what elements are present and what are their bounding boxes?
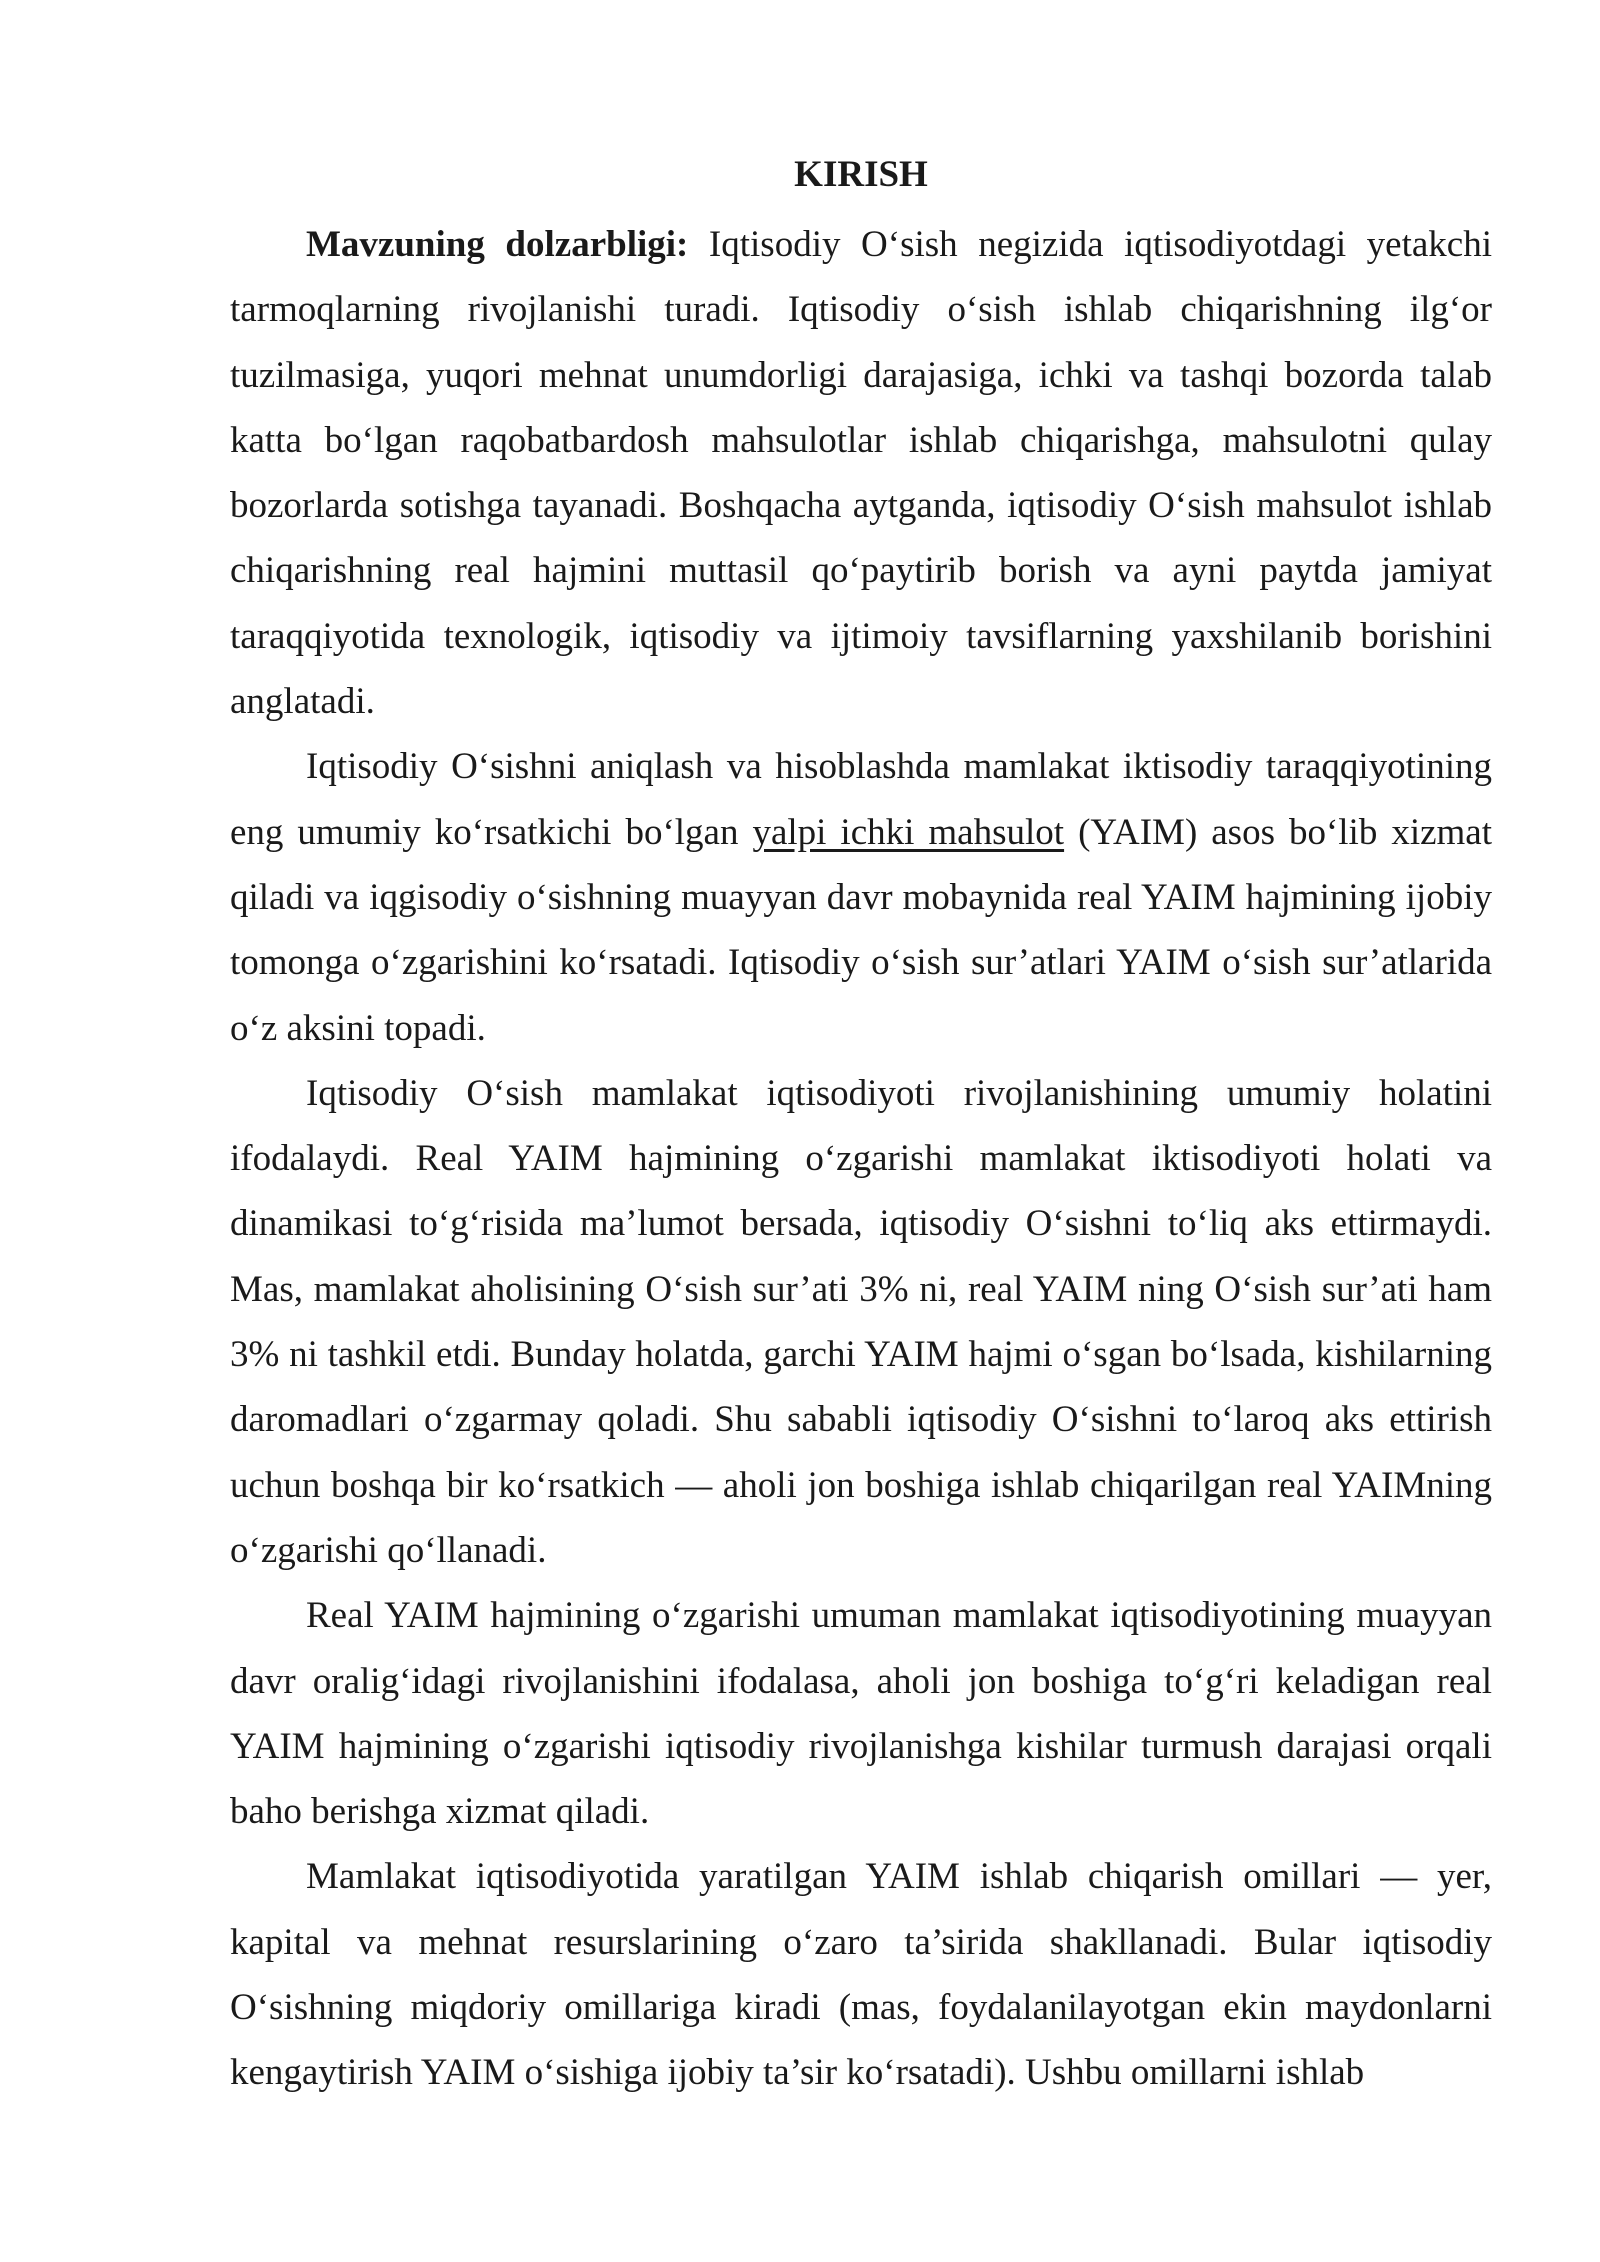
paragraph-text-before-link: Iqtisodiy O‘sishni aniqlash va hisoblashda mamlakat iktisodiy taraqqiyotining eng umumiy ko‘rsatkichi bo‘lgan (230, 746, 1492, 853)
paragraph-growth-state: Iqtisodiy O‘sish mamlakat iqtisodiyoti rivojlanishining umumiy holatini ifodalaydi. Real YAIM hajmining o‘zgarishi mamlakat iktisodiyoti holati va dinamikasi to‘g‘risida ma’lumot bersada, iqtisodiy O‘sishni to‘liq aks ettirmaydi. Mas, mamlakat aholisining O‘sish sur’ati 3% ni, real YAIM ning O‘sish sur’ati ham 3% ni tashkil etdi. Bunday holatda, garchi YAIM hajmi o‘sgan bo‘lsada, kishilarning daromadlari o‘zgarmay qoladi. Shu sababli iqtisodiy O‘sishni to‘laroq aks ettirish uchun boshqa bir ko‘rsatkich — aholi jon boshiga ishlab chiqarilgan real YAIMning o‘zgarishi qo‘llanadi. (230, 1072, 1492, 1571)
paragraph-real-gdp: Real YAIM hajmining o‘zgarishi umuman mamlakat iqtisodiyotining muayyan davr oralig‘idagi rivojlanishini ifodalasa, aholi jon boshiga to‘g‘ri keladigan real YAIM hajmining o‘zgarishi iqtisodiy rivojlanishga kishilar turmush darajasi orqali baho berishga xizmat qiladi. (230, 1595, 1492, 1833)
paragraph-text: Iqtisodiy O‘sish negizida iqtisodiyotdagi yetakchi tarmoqlarning rivojlanishi turadi. Iqtisodiy o‘sish ishlab chiqarishning ilg‘or tuzilmasiga, yuqori mehnat unumdorligi darajasiga, ichki va tashqi bozorda talab katta bo‘lgan raqobatbardosh mahsulotlar ishlab chiqarishga, mahsulotni qulay bozorlarda sotishga tayanadi. Boshqacha aytganda, iqtisodiy O‘sish mahsulot ishlab chiqarishning real hajmini muttasil qo‘paytirib borish va ayni paytda jamiyat taraqqiyotida texnologik, iqtisodiy va ijtimoiy tavsiflarning yaxshilanib borishini anglatadi. (230, 224, 1492, 723)
paragraph-text-after-link: (YAIM) asos bo‘lib xizmat qiladi va iqgisodiy o‘sishning muayyan davr mobaynida real YAIM hajmining ijobiy tomonga o‘zgarishini ko‘rsatadi. Iqtisodiy o‘sish sur’atlari YAIM o‘sish sur’atlarida o‘z aksini topadi. (230, 811, 1493, 1049)
paragraph-relevance (230, 212, 1492, 734)
paragraph-gdp-definition (230, 734, 1492, 1060)
paragraph-production-factors: Mamlakat iqtisodiyotida yaratilgan YAIM ishlab chiqarish omillari — yer, kapital va mehnat resurslarining o‘zaro ta’sirida shakllanadi. Bular iqtisodiy O‘sishning miqdoriy omillariga kiradi (mas, foydalanilayotgan ekin maydonlarni kengaytirish YAIM o‘sishiga ijobiy ta’sir ko‘rsatadi). Ushbu omillarni ishlab (230, 1856, 1492, 2094)
document-page (230, 148, 1492, 2106)
document-title: KIRISH (794, 154, 928, 195)
gdp-link[interactable]: yalpi ichki mahsulot (752, 811, 1065, 853)
paragraph-lead: Mavzuning dolzarbligi: (306, 224, 689, 265)
